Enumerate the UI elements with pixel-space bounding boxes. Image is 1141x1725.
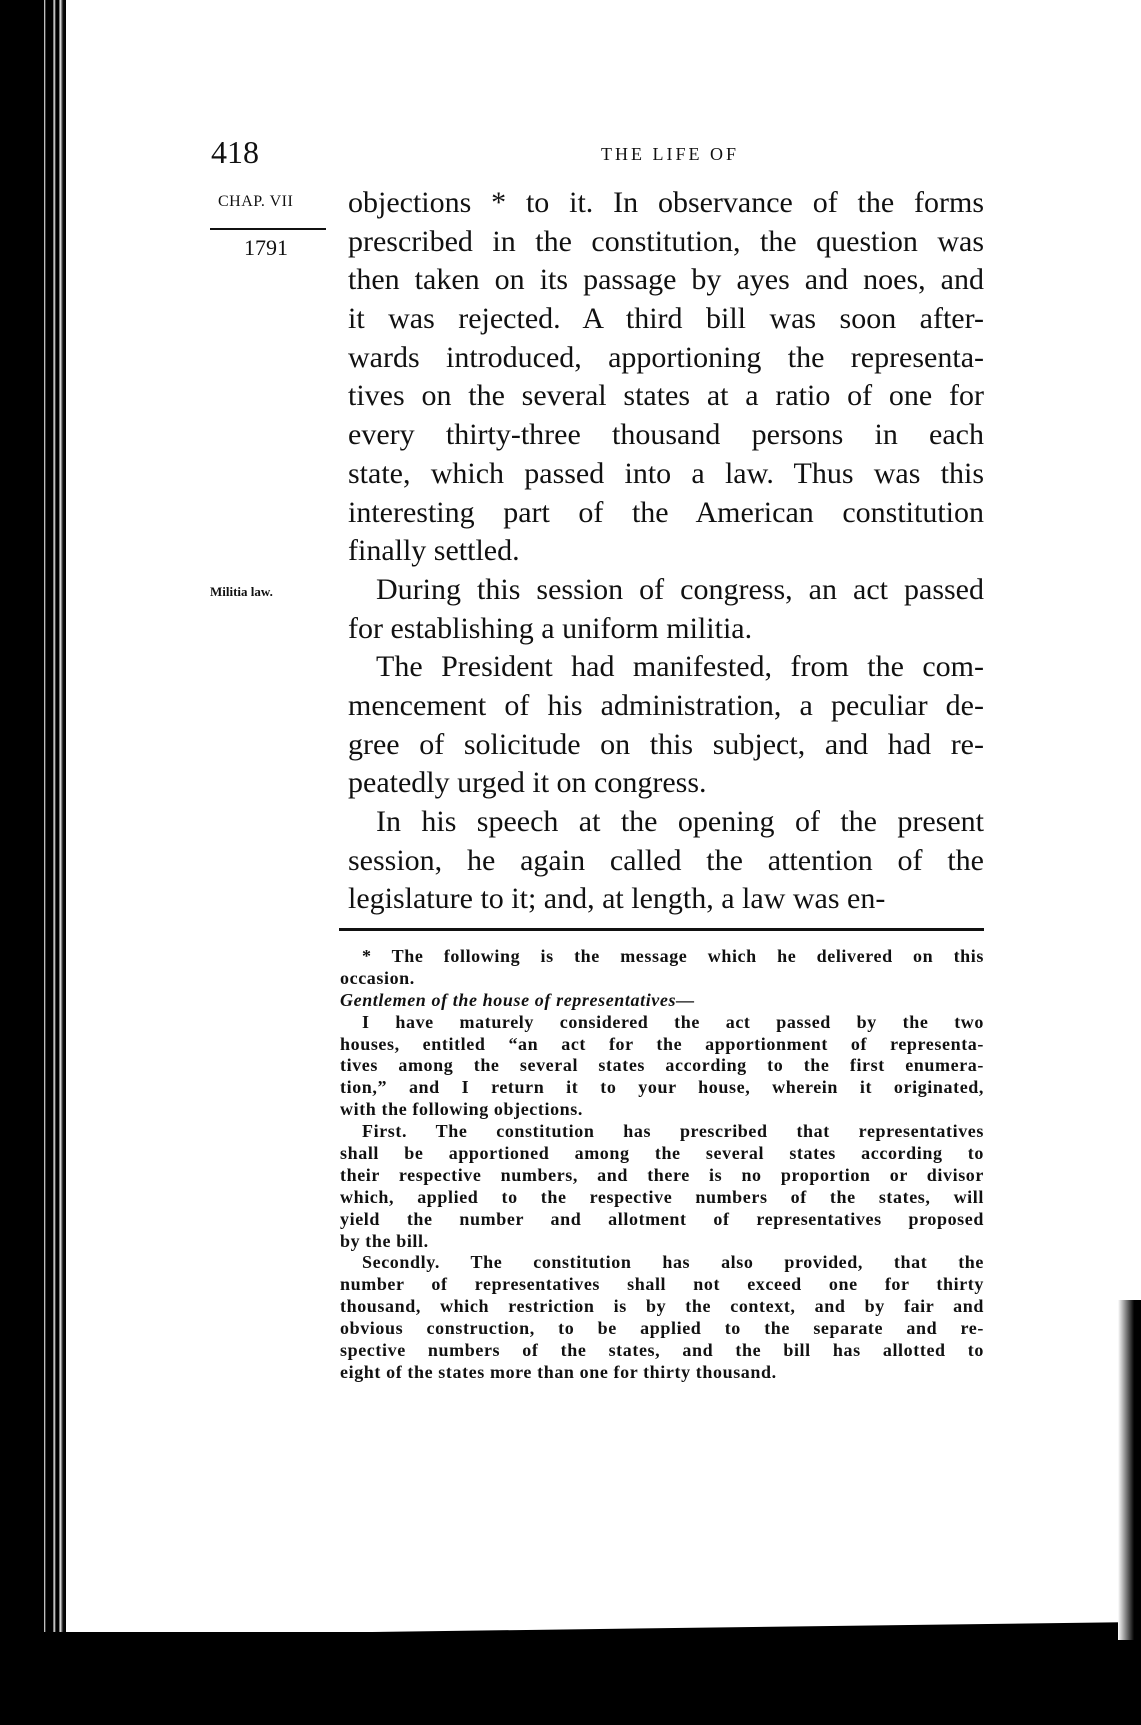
- text-line: occasion.: [340, 967, 415, 988]
- text-line: objections * to it. In observance of the forms: [348, 186, 984, 219]
- year-marginal: 1791: [244, 235, 288, 260]
- footnote-paragraph: [340, 1252, 984, 1383]
- book-binding-shadow: [0, 0, 44, 1725]
- text-line: session, he again called the attention of the: [348, 843, 984, 877]
- text-line: tives among the several states according to the first enumera-: [340, 1055, 984, 1076]
- text-line: tives on the several states at a ratio of one for: [348, 379, 984, 413]
- scan-bottom-edge: [0, 1632, 1141, 1725]
- text-line: then taken on its passage by ayes and noes, and: [348, 263, 984, 297]
- text-line: I have maturely considered the act passed by the two: [362, 1011, 984, 1032]
- page-number: 418: [211, 134, 259, 170]
- text-line: mencement of his administration, a peculiar de-: [348, 688, 984, 722]
- text-line: gree of solicitude on this subject, and had re-: [348, 727, 984, 761]
- text-line: Gentlemen of the house of representatives—: [340, 989, 695, 1010]
- text-line: it was rejected. A third bill was soon after-: [348, 302, 984, 336]
- scan-right-edge: [1118, 1300, 1141, 1640]
- text-line: First. The constitution has prescribed that representatives: [362, 1121, 984, 1142]
- text-line: which, applied to the respective numbers of the states, will: [340, 1186, 984, 1207]
- footnote-paragraph: [340, 946, 984, 990]
- text-line: finally settled.: [348, 534, 520, 568]
- text-line: legislature to it; and, at length, a law was en-: [348, 882, 886, 916]
- footnote-rule: [339, 928, 984, 931]
- text-line: houses, entitled “an act for the apportionment of representa-: [340, 1033, 984, 1054]
- paragraph: [348, 803, 984, 919]
- text-line: prescribed in the constitution, the question was: [348, 224, 984, 258]
- text-line: interesting part of the American constitution: [348, 495, 984, 529]
- text-line: by the bill.: [340, 1230, 429, 1251]
- text-line: eight of the states more than one for thirty thousand.: [340, 1361, 777, 1382]
- text-line: wards introduced, apportioning the representa-: [348, 340, 984, 374]
- chapter-marginal: CHAP. VII: [218, 193, 294, 210]
- text-line: obvious construction, to be applied to the separate and re-: [340, 1318, 984, 1339]
- running-head: THE LIFE OF: [601, 144, 739, 164]
- text-line: their respective numbers, and there is no proportion or divisor: [340, 1164, 984, 1185]
- footnote-paragraph: [340, 1012, 984, 1121]
- footnote-paragraph: [340, 990, 984, 1012]
- text-line: The President had manifested, from the com-: [376, 650, 984, 684]
- text-line: shall be apportioned among the several states according to: [340, 1143, 984, 1164]
- paragraph: [348, 184, 984, 571]
- text-line: In his speech at the opening of the present: [376, 805, 984, 838]
- text-line: spective numbers of the states, and the bill has allotted to: [340, 1340, 984, 1361]
- text-line: peatedly urged it on congress.: [348, 766, 707, 800]
- text-line: yield the number and allotment of representatives proposed: [340, 1208, 984, 1229]
- marginal-rule: [210, 228, 326, 230]
- text-line: state, which passed into a law. Thus was this: [348, 456, 984, 490]
- body-text: [348, 184, 984, 919]
- paragraph: [348, 571, 984, 648]
- paragraph: [348, 648, 984, 803]
- sidenote-militia-law: Militia law.: [210, 584, 273, 599]
- text-line: During this session of congress, an act passed: [376, 572, 984, 606]
- text-line: for establishing a uniform militia.: [348, 611, 753, 645]
- text-line: tion,” and I return it to your house, wherein it originated,: [340, 1077, 984, 1098]
- text-line: * The following is the message which he delivered on this: [362, 946, 984, 966]
- text-line: Secondly. The constitution has also provided, that the: [362, 1252, 984, 1273]
- text-line: thousand, which restriction is by the context, and by fair and: [340, 1296, 984, 1317]
- text-line: number of representatives shall not exceed one for thirty: [340, 1274, 984, 1295]
- text-line: every thirty-three thousand persons in each: [348, 418, 984, 452]
- footnote: [340, 946, 984, 1384]
- text-line: with the following objections.: [340, 1099, 583, 1120]
- footnote-paragraph: [340, 1121, 984, 1252]
